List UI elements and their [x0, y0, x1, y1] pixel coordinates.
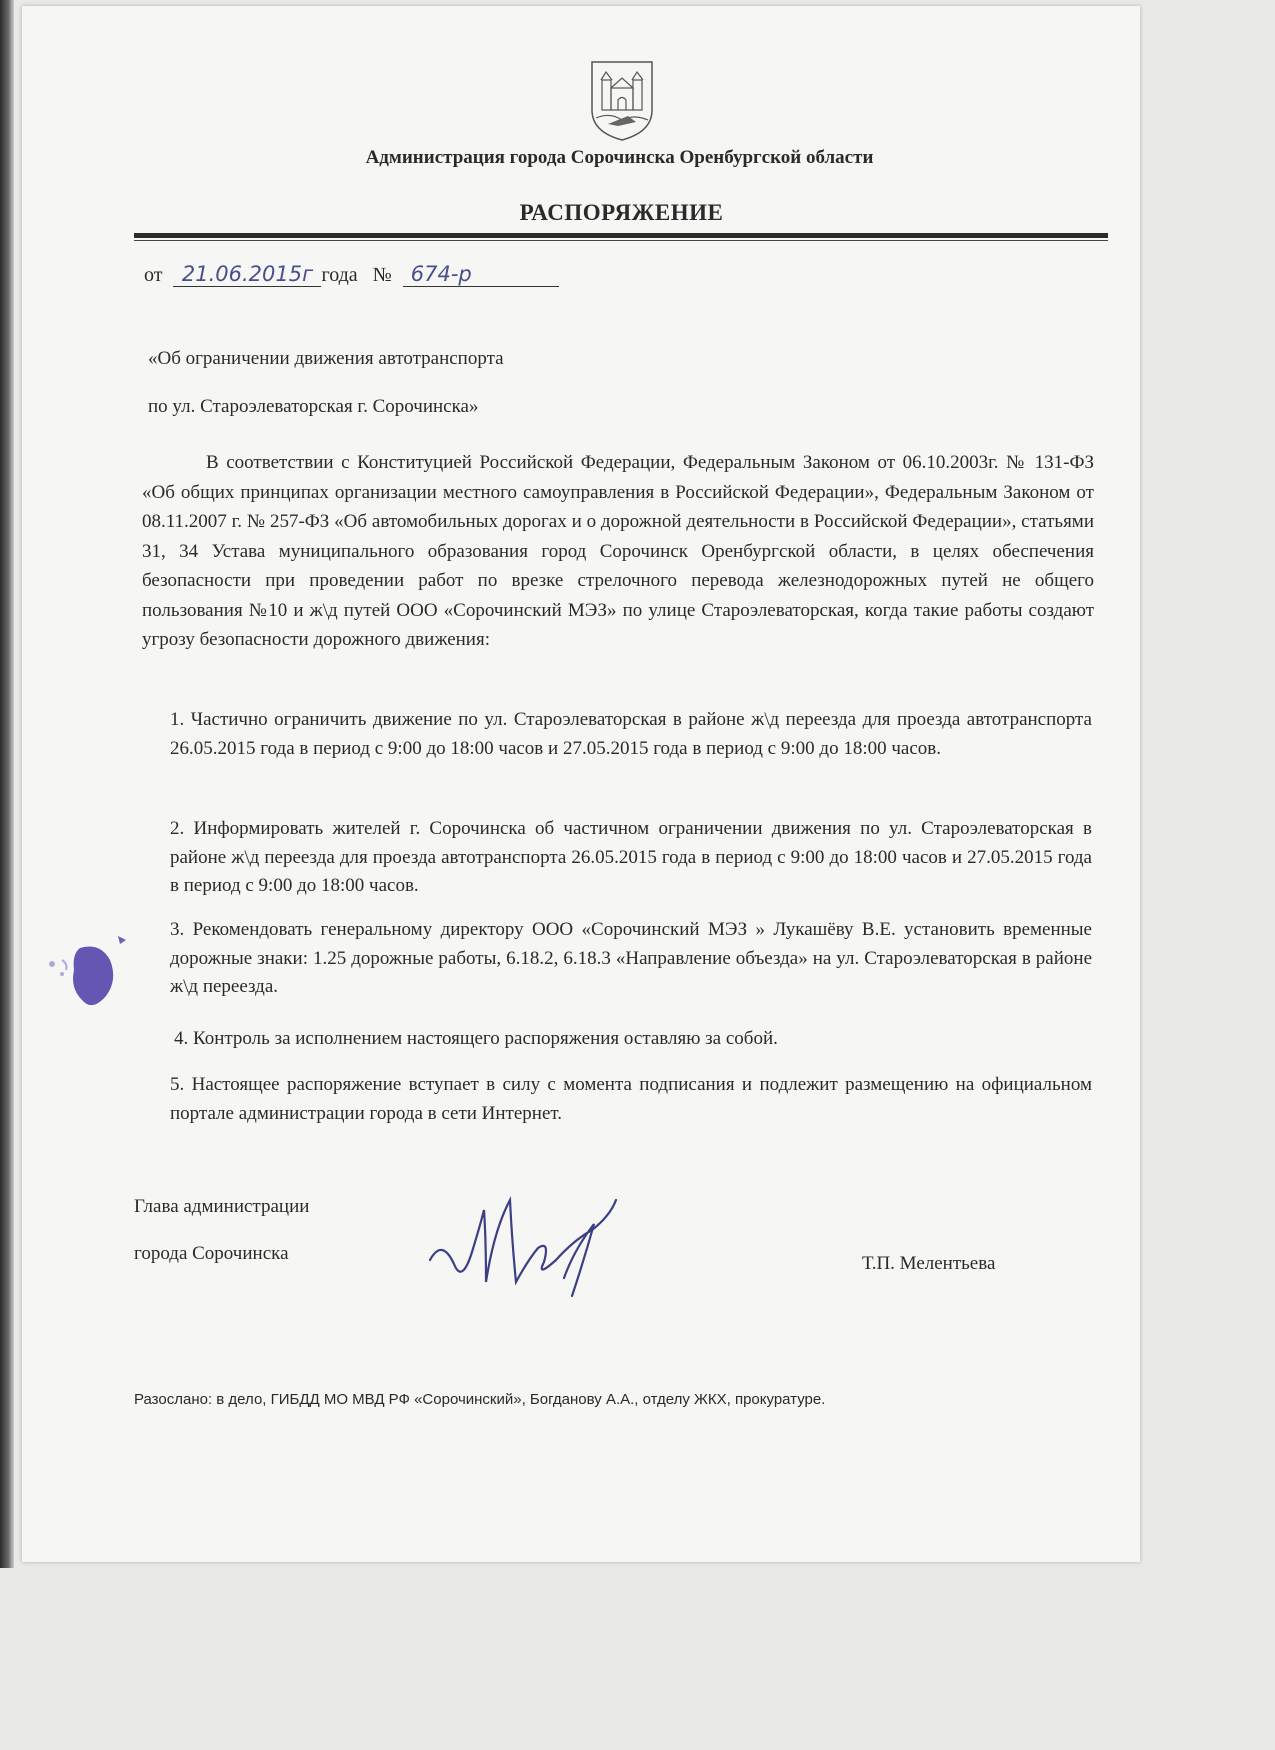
handwritten-signature-icon: [424, 1190, 634, 1310]
handwritten-date: 21.06.2015г: [173, 262, 321, 287]
organization-name: Администрация города Сорочинска Оренбургской области: [365, 147, 874, 168]
document-type-title: РАСПОРЯЖЕНИЕ: [519, 200, 724, 225]
number-label: №: [372, 264, 392, 286]
handwritten-number: 674-р: [403, 262, 559, 287]
signer-name: Т.П. Мелентьева: [862, 1253, 996, 1274]
order-item-3: 3. Рекомендовать генеральному директору ООО «Сорочинский МЭЗ » Лукашёву В.Е. установить временные дорожные знаки: 1.25 дорожные работы, 6.18.2, 6.18.3 «Направление объезда» на ул. Староэлеваторская в районе ж\д переезда.: [170, 919, 1092, 997]
subject-line-2: по ул. Староэлеваторская г. Сорочинска»: [148, 396, 479, 417]
header-rule-thin: [134, 240, 1108, 241]
distribution-list: Разослано: в дело, ГИБДД МО МВД РФ «Сорочинский», Богданову А.А., отделу ЖКХ, прокуратуре.: [134, 1391, 826, 1408]
signer-position-line-2: города Сорочинска: [134, 1243, 289, 1264]
ink-stamp-blot: [22, 930, 132, 1020]
order-item-2: 2. Информировать жителей г. Сорочинска об частичном ограничении движения по ул. Староэлеваторская в районе ж\д переезда для проезда автотранспорта 26.05.2015 года в период с 9:00 до 18:00 часов и 27.05.2015 года в период с 9:00 до 18:00 часов.: [170, 818, 1092, 896]
order-item-1: 1. Частично ограничить движение по ул. Староэлеваторская в районе ж\д переезда для проезда автотранспорта 26.05.2015 года в период с 9:00 до 18:00 часов и 27.05.2015 года в период с 9:00 до 18:00 часов.: [170, 709, 1092, 759]
city-coat-of-arms-icon: [588, 58, 656, 142]
order-item-4: 4. Контроль за исполнением настоящего распоряжения оставляю за собой.: [174, 1028, 778, 1049]
date-number-line: [144, 262, 559, 287]
scan-left-edge-shadow: [0, 0, 14, 1568]
preamble-paragraph: В соответствии с Конституцией Российской Федерации, Федеральным Законом от 06.10.2003г. № 131-ФЗ «Об общих принципах организации местного самоуправления в Российской Федерации», Федеральным Законом от 08.11.2007 г. № 257-ФЗ «Об автомобильных дорогах и о дорожной деятельности в Российской Федерации», статьями 31, 34 Устава муниципального образования город Сорочинск Оренбургской области, в целях обеспечения безопасности при проведении работ по врезке стрелочного перевода железнодорожных путей не общего пользования №10 и ж\д путей ООО «Сорочинский МЭЗ» по улице Староэлеваторская, когда такие работы создают угрозу безопасности дорожного движения:: [142, 452, 1094, 650]
header-rule-thick: [134, 233, 1108, 238]
from-label: от: [144, 264, 163, 286]
year-label: года: [321, 264, 358, 286]
subject-line-1: «Об ограничении движения автотранспорта: [148, 348, 504, 369]
signer-position-line-1: Глава администрации: [134, 1196, 310, 1217]
order-item-5: 5. Настоящее распоряжение вступает в силу с момента подписания и подлежит размещению на официальном портале администрации города в сети Интернет.: [170, 1074, 1092, 1124]
